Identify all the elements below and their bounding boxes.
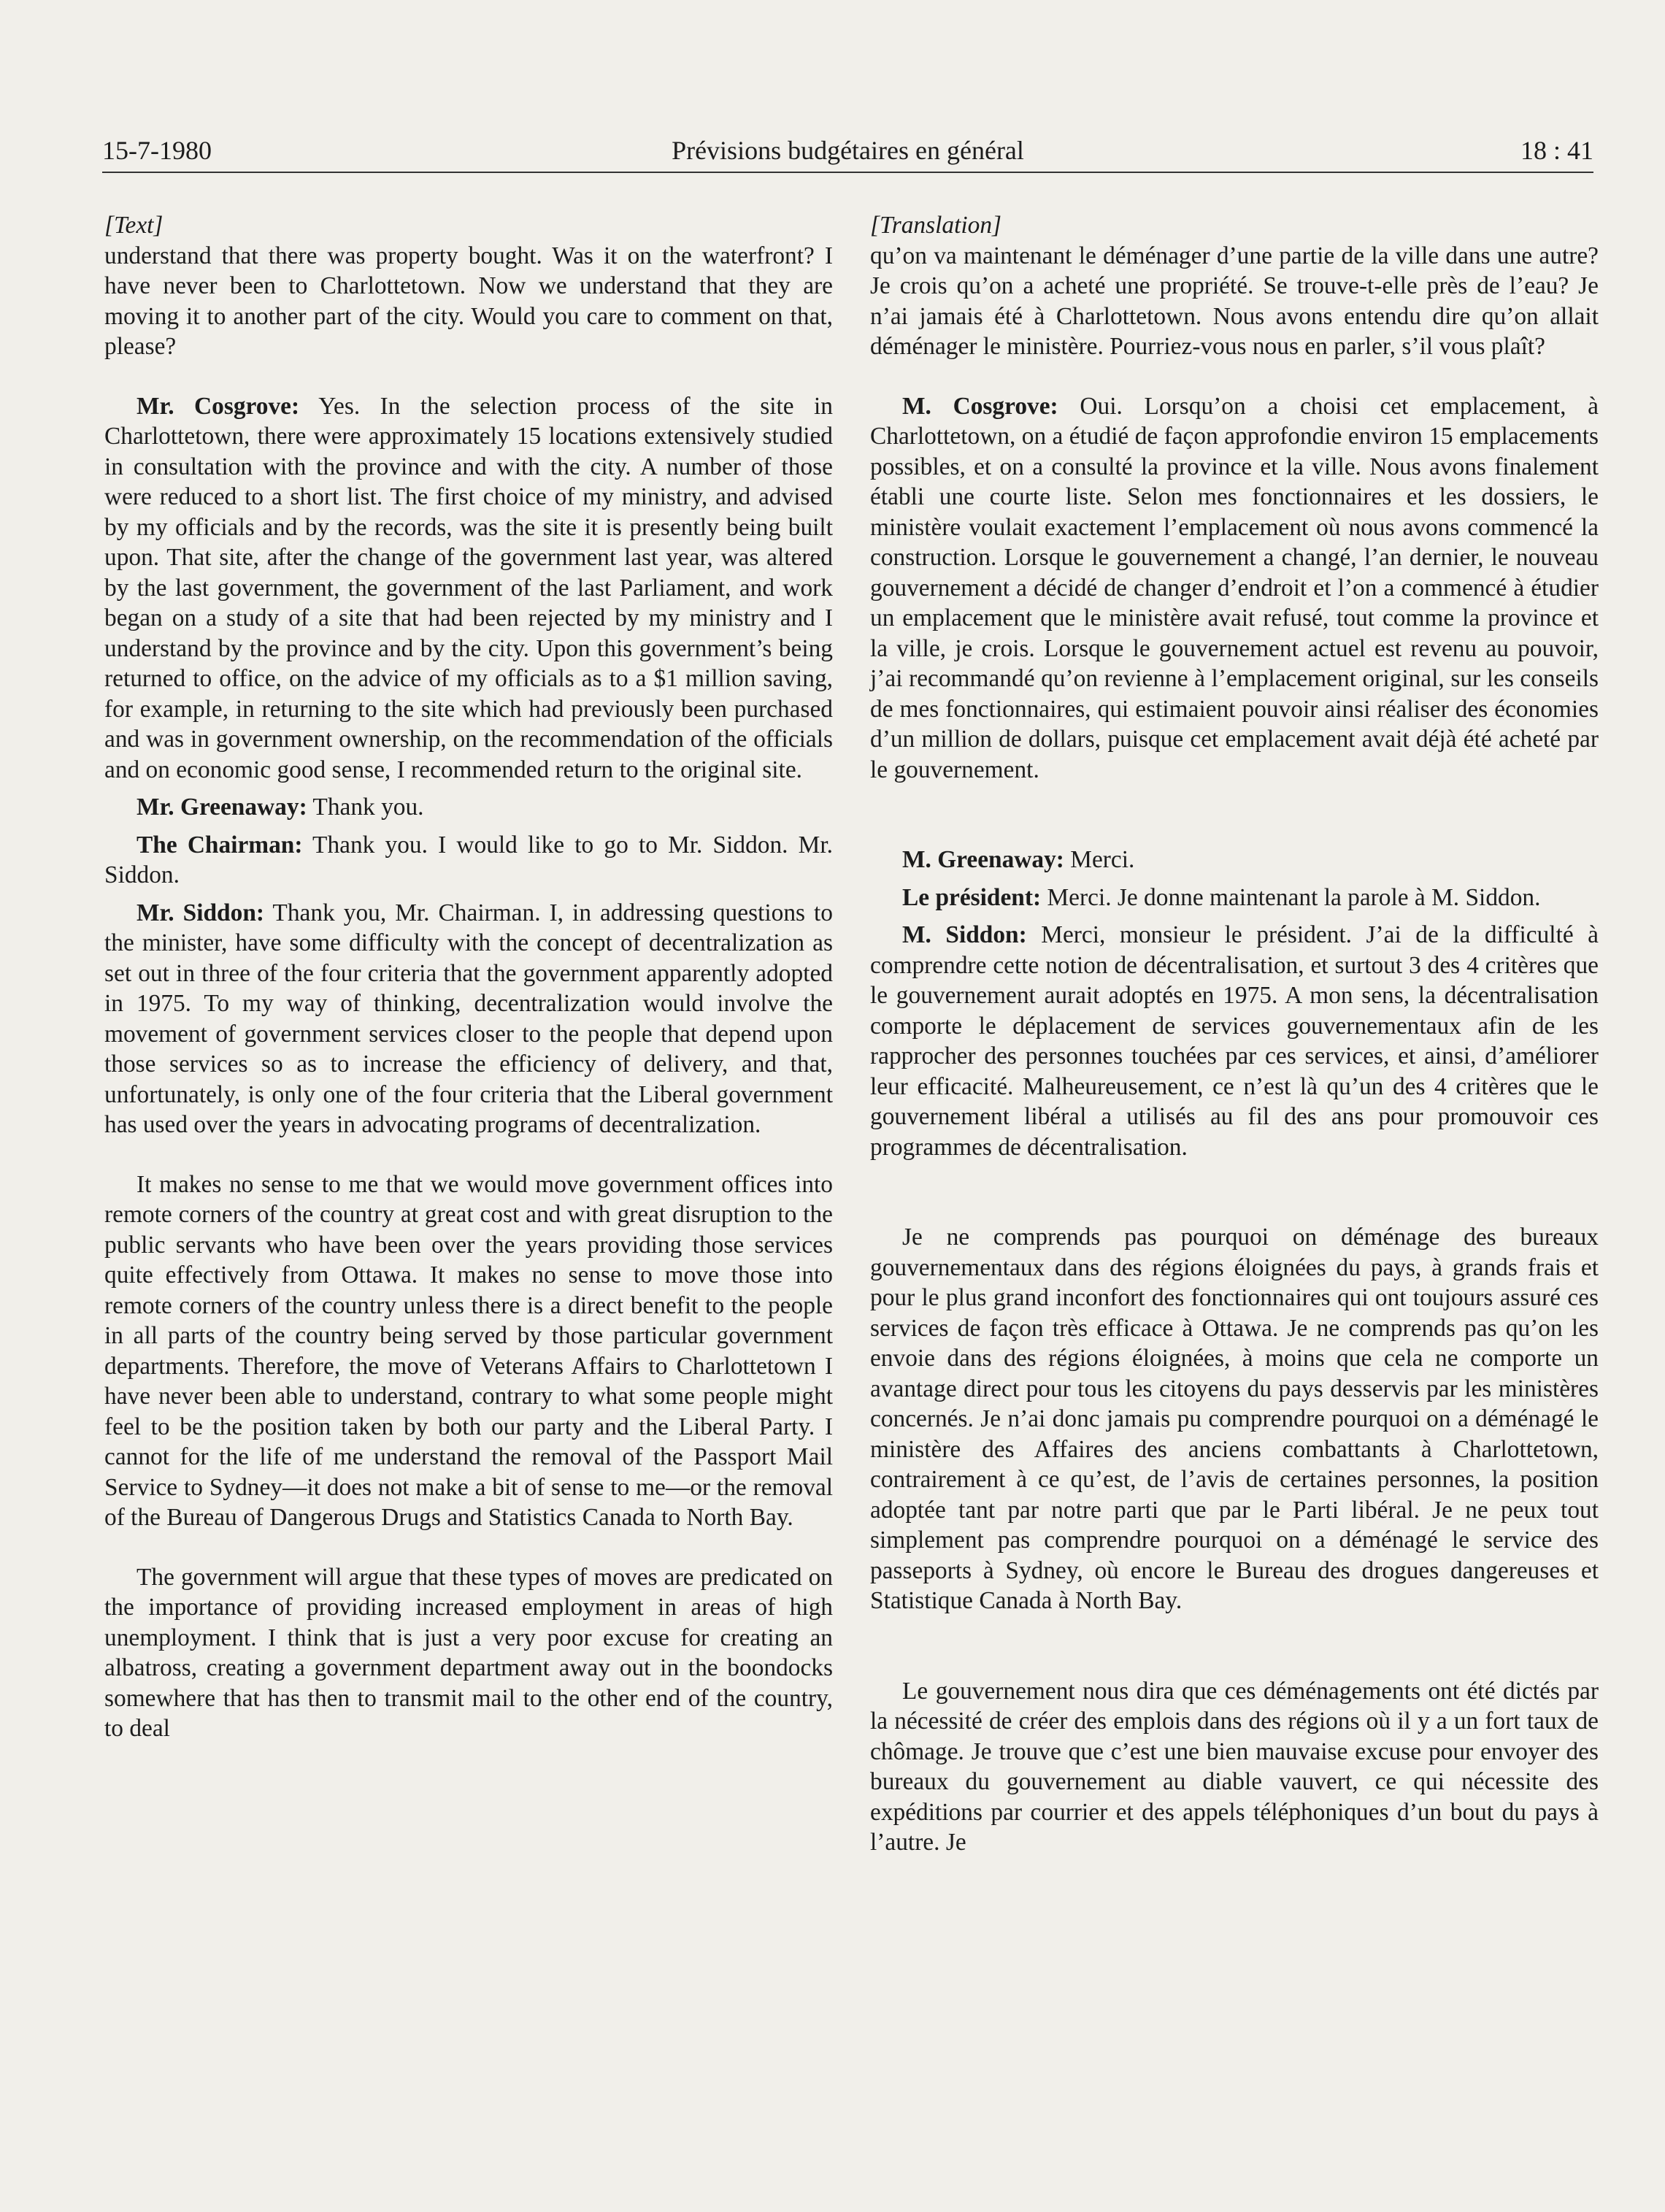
speech-paragraph: [870, 845, 1599, 875]
speech-text: Thank you. I would like to go to Mr. Siddon. Mr. Siddon.: [104, 831, 833, 888]
speaker-name: Le président:: [902, 883, 1042, 911]
speaker-name: The Chairman:: [136, 831, 303, 859]
paragraph: Le gouvernement nous dira que ces déménagements ont été dictés par la nécessité de créer des emplois dans des régions où il y a un fort taux de chômage. Je trouve que c’est une bien mauvaise excuse pour envoyer des bureaux du gouvernement au diable vauvert, ce qui nécessite des expéditions par courrier et des appels téléphoniques d’un bout du pays à l’autre. Je: [870, 1677, 1599, 1856]
speaker-name: Mr. Greenaway:: [136, 794, 307, 821]
speech-paragraph: [104, 830, 833, 891]
column-label: [Translation]: [870, 212, 1002, 239]
speech-paragraph: [870, 391, 1599, 786]
speech-text: Thank you, Mr. Chairman. I, in addressing questions to the minister, have some difficulty with the concept of decentralization as set out in three of the four criteria that the government apparently adopted in 1975. To my way of thinking, decentralization would involve the movement of government services closer to the people that depend upon those services so as to increase the efficiency of delivery, and that, unfortunately, is only one of the four criteria that the Liberal government has used over the years in advocating programs of decentralization.: [104, 899, 833, 1138]
speech-paragraph: [104, 792, 833, 823]
speech-text: Merci. Je donne maintenant la parole à M. Siddon.: [1041, 883, 1541, 911]
speech-paragraph: [104, 391, 833, 786]
paragraph: Je ne comprends pas pourquoi on déménage des bureaux gouvernementaux dans des régions éloignées du pays, à grands frais et pour le plus grand inconfort des fonctionnaires qui ont toujours assuré ces services de façon très efficace à Ottawa. Je ne comprends pas qu’on les envoie dans des régions éloignées, à moins que cela ne comporte un avantage direct pour tous les citoyens du pays desservis par les ministères concernés. Je n’ai donc jamais pu comprendre pourquoi on a déménagé le ministère des Affaires des anciens combattants à Charlottetown, contrairement à ce qu’est, de l’avis de certaines personnes, la position adoptée tant par notre parti que par le Parti libéral. Je ne peux tout simplement pas comprendre pourquoi on a déménagé le service des passeports à Sydney, où encore le Bureau des drogues dangereuses et Statistique Canada à North Bay.: [870, 1224, 1599, 1614]
speech-paragraph: [104, 898, 833, 1140]
column-label: [Text]: [104, 212, 164, 239]
paragraph: The government will argue that these types of moves are predicated on the importance of providing increased employment in areas of high unemployment. I think that is just a very poor excuse for creating an albatross, creating a government department away out in the boondocks somewhere that has then to transmit mail to the other end of the country, to deal: [104, 1563, 833, 1742]
paragraph: understand that there was property bought. Was it on the waterfront? I have never been to Charlottetown. Now we understand that they are moving it to another part of the city. Would you care to comment on that, please?: [104, 242, 833, 360]
speaker-name: M. Cosgrove:: [902, 392, 1058, 420]
speaker-name: M. Siddon:: [902, 921, 1027, 948]
paragraph: It makes no sense to me that we would move government offices into remote corners of the country at great cost and with great disruption to the public servants who have been over the years providing those services quite effectively from Ottawa. It makes no sense to move those into remote corners of the country unless there is a direct benefit to the people in all parts of the country being served by those particular government departments. Therefore, the move of Veterans Affairs to Charlottetown I have never been able to understand, contrary to what some people might feel to be the position taken by both our party and the Liberal Party. I cannot for the life of me understand the removal of the Passport Mail Service to Sydney—it does not make a bit of sense to me—or the removal of the Bureau of Dangerous Drugs and Statistics Canada to North Bay.: [104, 1170, 833, 1531]
speaker-name: Mr. Siddon:: [136, 899, 265, 926]
paragraph: qu’on va maintenant le déménager d’une partie de la ville dans une autre? Je crois qu’on a acheté une propriété. Se trouve-t-elle près de l’eau? Je n’ai jamais été à Charlottetown. Nous avons entendu dire qu’on allait déménager le ministère. Pourriez-vous nous en parler, s’il vous plaît?: [870, 242, 1599, 360]
speech-text: Thank you.: [307, 794, 424, 821]
speaker-name: M. Greenaway:: [902, 846, 1064, 873]
speech-text: Oui. Lorsqu’on a choisi cet emplacement, à Charlottetown, on a étudié de façon approfondie environ 15 emplacements possibles, et on a consulté la province et la ville. Nous avons finalement établi une courte liste. Selon mes fonctionnaires et les dossiers, le ministère voulait exactement l’emplacement où nous avons commencé la construction. Lorsque le gouvernement a changé, l’an dernier, le nouveau gouvernement a décidé de changer d’endroit et l’on a commencé à étudier un emplacement que le ministère avait refusé, tout comme la province et la ville, je crois. Lorsque le gouvernement actuel est revenu au pouvoir, j’ai recommandé qu’on revienne à l’emplacement original, sur les conseils de mes fonctionnaires, qui estimaient pouvoir ainsi réaliser des économies d’un million de dollars, puisque cet emplacement avait déjà été acheté par le gouvernement.: [870, 392, 1599, 783]
running-head: [102, 133, 1593, 168]
speech-paragraph: [870, 883, 1599, 913]
speech-text: Yes. In the selection process of the site in Charlottetown, there were approximately 15 locations extensively studied in consultation with the province and with the city. A number of those were reduced to a short list. The first choice of my ministry, and advised by my officials and by the records, was the site it is presently being built upon. That site, after the change of the government last year, was altered by the last government, the government of the last Parliament, and work began on a study of a site that had been rejected by my ministry and I understand by the province and by the city. Upon this government’s being returned to office, on the advice of my officials as to a $1 million saving, for example, in returning to the site which had previously been purchased and was in government ownership, on the recommendation of the officials and on economic good sense, I recommended return to the original site.: [104, 392, 833, 783]
speech-text: Merci, monsieur le président. J’ai de la difficulté à comprendre cette notion de décentralisation, et surtout 3 des 4 critères que le gouvernement aurait adoptés en 1975. A mon sens, la décentralisation comporte le déplacement de services gouvernementaux afin de les rapprocher des personnes touchées par ces services, et ainsi, d’améliorer leur efficacité. Malheureusement, ce n’est là qu’un des 4 critères que le gouvernement libéral a utilisés au fil des ans pour promouvoir ces programmes de décentralisation.: [870, 921, 1599, 1161]
speech-paragraph: [870, 920, 1599, 1162]
speech-text: Merci.: [1064, 846, 1135, 873]
speaker-name: Mr. Cosgrove:: [136, 392, 300, 420]
french-column: [870, 210, 1599, 1858]
header-date: 15-7-1980: [102, 136, 212, 165]
header-title: Prévisions budgétaires en général: [672, 136, 1024, 165]
header-rule: [102, 172, 1593, 173]
english-column: [104, 210, 833, 1744]
header-page-number: 18 : 41: [1520, 136, 1593, 165]
